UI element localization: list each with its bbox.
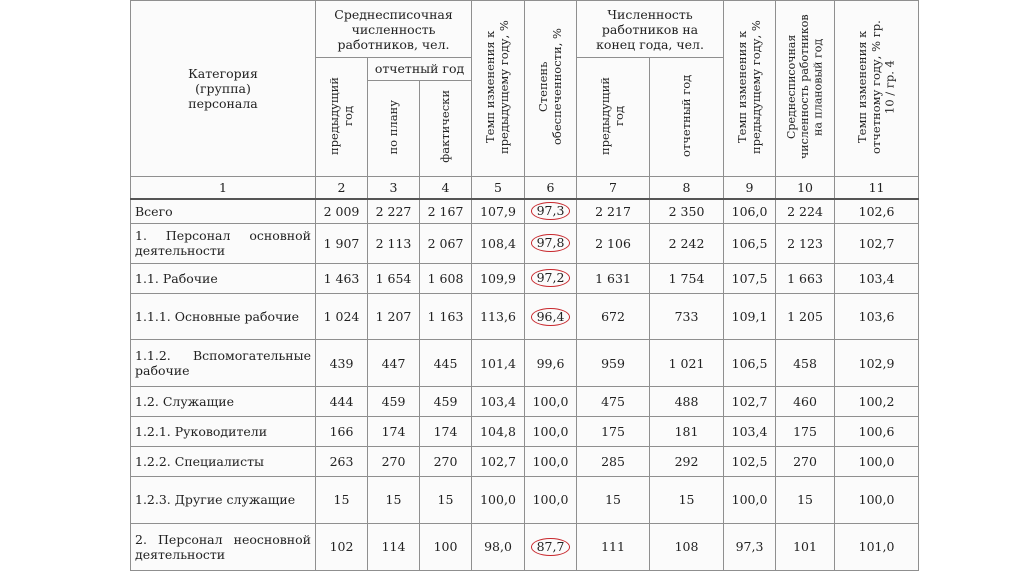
row-category: Всего <box>131 199 316 223</box>
row-category: 1.1.1. Основные рабочие <box>131 294 316 340</box>
row-category: 1.2. Служащие <box>131 386 316 416</box>
value-cell: 444 <box>316 386 368 416</box>
value-cell: 15 <box>420 477 472 523</box>
value-cell: 2 217 <box>577 199 650 223</box>
supply-cell <box>525 523 577 570</box>
value-cell: 1 205 <box>776 294 835 340</box>
value-cell: 102,7 <box>472 447 525 477</box>
value-cell: 114 <box>368 523 420 570</box>
value-cell: 100,6 <box>835 416 919 446</box>
supply-cell <box>525 263 577 293</box>
staff-table <box>130 0 919 571</box>
value-cell: 270 <box>776 447 835 477</box>
col-num: 6 <box>525 177 577 199</box>
value-cell: 2 350 <box>650 199 724 223</box>
value-cell: 1 024 <box>316 294 368 340</box>
value-cell: 99,6 <box>525 340 577 386</box>
value-cell: 181 <box>650 416 724 446</box>
value-cell: 460 <box>776 386 835 416</box>
value-cell: 270 <box>420 447 472 477</box>
value-cell: 106,5 <box>724 223 776 263</box>
value-cell: 100,0 <box>724 477 776 523</box>
value-cell: 1 654 <box>368 263 420 293</box>
table-row <box>131 386 919 416</box>
value-cell: 285 <box>577 447 650 477</box>
value-cell: 475 <box>577 386 650 416</box>
value-cell: 102 <box>316 523 368 570</box>
col-num: 5 <box>472 177 525 199</box>
value-cell: 103,6 <box>835 294 919 340</box>
value-cell: 2 242 <box>650 223 724 263</box>
value-cell: 2 227 <box>368 199 420 223</box>
value-cell: 102,7 <box>724 386 776 416</box>
value-cell: 2 067 <box>420 223 472 263</box>
value-cell: 1 631 <box>577 263 650 293</box>
value-cell: 100,0 <box>525 386 577 416</box>
col-num: 10 <box>776 177 835 199</box>
value-cell: 100,0 <box>525 416 577 446</box>
value-cell: 98,0 <box>472 523 525 570</box>
value-cell: 102,6 <box>835 199 919 223</box>
header-category: Категория (группа) персонала <box>131 1 316 177</box>
header-year-end: Численность работников на конец года, чел. <box>577 1 724 58</box>
value-cell: 959 <box>577 340 650 386</box>
value-cell: 102,9 <box>835 340 919 386</box>
supply-cell <box>525 294 577 340</box>
value-cell: 97,3 <box>724 523 776 570</box>
value-cell: 101,0 <box>835 523 919 570</box>
header-prev-year: предыдущий год <box>316 58 368 177</box>
value-cell: 100,0 <box>525 477 577 523</box>
col-num: 1 <box>131 177 316 199</box>
value-cell: 100,0 <box>525 447 577 477</box>
value-cell: 15 <box>776 477 835 523</box>
value-cell: 100,0 <box>835 477 919 523</box>
highlight-circle: 97,2 <box>531 269 571 287</box>
value-cell: 103,4 <box>835 263 919 293</box>
value-cell: 100 <box>420 523 472 570</box>
value-cell: 447 <box>368 340 420 386</box>
value-cell: 111 <box>577 523 650 570</box>
value-cell: 1 207 <box>368 294 420 340</box>
header-report-year-2: отчетный год <box>650 58 724 177</box>
col-num: 2 <box>316 177 368 199</box>
table-row <box>131 523 919 570</box>
value-cell: 2 123 <box>776 223 835 263</box>
row-category: 1. Персонал основной деятельности <box>131 223 316 263</box>
value-cell: 15 <box>316 477 368 523</box>
value-cell: 292 <box>650 447 724 477</box>
table-row <box>131 447 919 477</box>
value-cell: 174 <box>420 416 472 446</box>
value-cell: 102,7 <box>835 223 919 263</box>
highlight-circle: 96,4 <box>531 308 571 326</box>
value-cell: 15 <box>650 477 724 523</box>
col-num: 8 <box>650 177 724 199</box>
value-cell: 1 021 <box>650 340 724 386</box>
row-category: 1.1. Рабочие <box>131 263 316 293</box>
value-cell: 672 <box>577 294 650 340</box>
header-rate-prev: Темп изменения к предыдущему году, % <box>472 1 525 177</box>
value-cell: 458 <box>776 340 835 386</box>
col-num: 7 <box>577 177 650 199</box>
value-cell: 108,4 <box>472 223 525 263</box>
col-num: 4 <box>420 177 472 199</box>
value-cell: 109,9 <box>472 263 525 293</box>
value-cell: 174 <box>368 416 420 446</box>
header-report-year: отчетный год <box>368 58 472 80</box>
value-cell: 103,4 <box>472 386 525 416</box>
value-cell: 2 009 <box>316 199 368 223</box>
value-cell: 113,6 <box>472 294 525 340</box>
value-cell: 263 <box>316 447 368 477</box>
value-cell: 104,8 <box>472 416 525 446</box>
value-cell: 15 <box>368 477 420 523</box>
value-cell: 175 <box>577 416 650 446</box>
value-cell: 488 <box>650 386 724 416</box>
table-row <box>131 416 919 446</box>
header-rate-prev-2: Темп изменения к предыдущему году, % <box>724 1 776 177</box>
value-cell: 2 224 <box>776 199 835 223</box>
row-category: 1.2.1. Руководители <box>131 416 316 446</box>
header-rate-report: Темп изменения к отчетному году, % гр. 10 / гр. 4 <box>835 1 919 177</box>
table-row <box>131 223 919 263</box>
highlight-circle: 97,8 <box>531 234 571 252</box>
value-cell: 2 106 <box>577 223 650 263</box>
header-actual: фактически <box>420 80 472 177</box>
value-cell: 1 754 <box>650 263 724 293</box>
col-num: 3 <box>368 177 420 199</box>
value-cell: 15 <box>577 477 650 523</box>
col-num: 9 <box>724 177 776 199</box>
header-avg-headcount: Среднесписочная численность работников, чел. <box>316 1 472 58</box>
value-cell: 1 608 <box>420 263 472 293</box>
value-cell: 459 <box>420 386 472 416</box>
table-row <box>131 477 919 523</box>
value-cell: 175 <box>776 416 835 446</box>
column-number-row <box>131 177 919 199</box>
header-plan: по плану <box>368 80 420 177</box>
header-prev-year-2: предыдущий год <box>577 58 650 177</box>
row-category: 2. Персонал неосновной деятельности <box>131 523 316 570</box>
header-supply: Степень обеспеченности, % <box>525 1 577 177</box>
value-cell: 459 <box>368 386 420 416</box>
row-category: 1.2.2. Специалисты <box>131 447 316 477</box>
table-row <box>131 263 919 293</box>
value-cell: 2 167 <box>420 199 472 223</box>
value-cell: 1 663 <box>776 263 835 293</box>
value-cell: 109,1 <box>724 294 776 340</box>
value-cell: 1 163 <box>420 294 472 340</box>
value-cell: 100,0 <box>472 477 525 523</box>
col-num: 11 <box>835 177 919 199</box>
highlight-circle: 87,7 <box>531 538 571 556</box>
value-cell: 101,4 <box>472 340 525 386</box>
value-cell: 106,5 <box>724 340 776 386</box>
value-cell: 106,0 <box>724 199 776 223</box>
value-cell: 439 <box>316 340 368 386</box>
value-cell: 107,9 <box>472 199 525 223</box>
value-cell: 107,5 <box>724 263 776 293</box>
table-row <box>131 294 919 340</box>
value-cell: 103,4 <box>724 416 776 446</box>
value-cell: 101 <box>776 523 835 570</box>
supply-cell <box>525 223 577 263</box>
value-cell: 100,0 <box>835 447 919 477</box>
value-cell: 445 <box>420 340 472 386</box>
header-avg-plan: Среднесписочная численность работников на плановый год <box>776 1 835 177</box>
table-body <box>131 199 919 571</box>
row-category: 1.1.2. Вспомогательные рабочие <box>131 340 316 386</box>
value-cell: 733 <box>650 294 724 340</box>
table-row <box>131 199 919 223</box>
value-cell: 270 <box>368 447 420 477</box>
value-cell: 1 463 <box>316 263 368 293</box>
table-row <box>131 340 919 386</box>
value-cell: 2 113 <box>368 223 420 263</box>
value-cell: 108 <box>650 523 724 570</box>
highlight-circle: 97,3 <box>531 202 571 220</box>
value-cell: 100,2 <box>835 386 919 416</box>
supply-cell <box>525 199 577 223</box>
value-cell: 1 907 <box>316 223 368 263</box>
row-category: 1.2.3. Другие служащие <box>131 477 316 523</box>
value-cell: 166 <box>316 416 368 446</box>
value-cell: 102,5 <box>724 447 776 477</box>
